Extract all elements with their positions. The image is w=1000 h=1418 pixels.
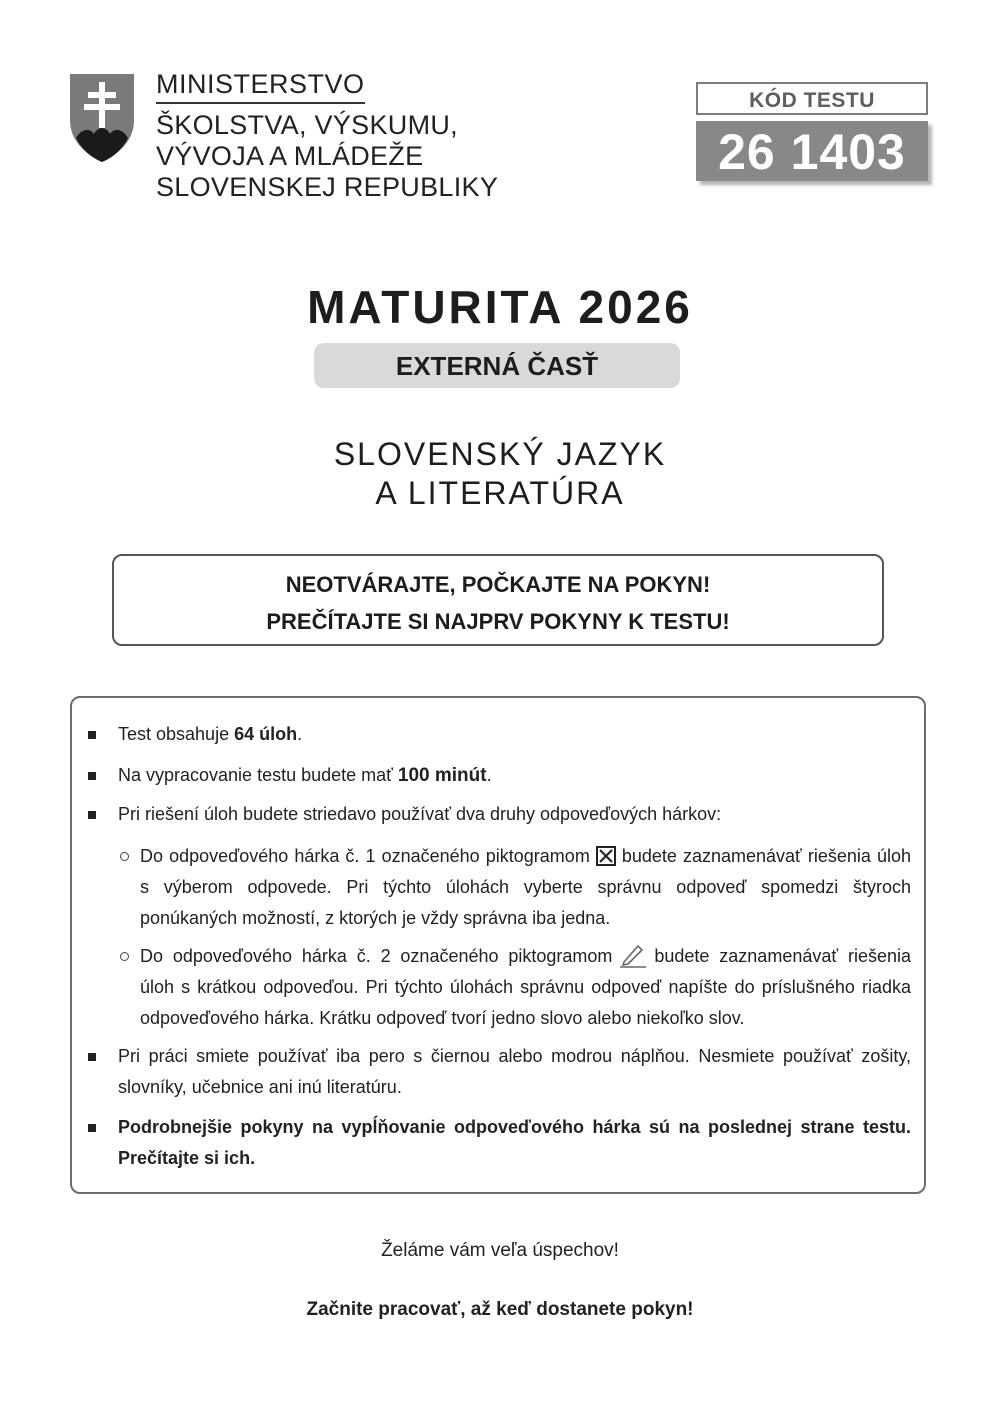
cross-box-icon	[596, 846, 616, 866]
good-luck-text: Želáme vám veľa úspechov!	[381, 1240, 619, 1261]
subject-title	[0, 435, 1000, 513]
square-bullet-icon	[88, 772, 96, 780]
coat-of-arms-icon	[68, 72, 136, 164]
test-code-value: 26 1403	[696, 121, 928, 181]
instruction-subitem: Do odpoveďového hárka č. 1 označeného piktogramom budete zaznamenávať riešenia úloh s výberom odpovede. Pri týchto úlohách vyberte správnu odpoveď spomedzi štyroch ponúkaných možností, z ktorých je vždy správna iba jedna.	[140, 841, 911, 934]
ministry-line-2: ŠKOLSTVA, VÝSKUMU,	[156, 110, 458, 140]
instructions-box	[70, 696, 926, 1194]
subject-line-1: SLOVENSKÝ JAZYK	[333, 436, 667, 472]
square-bullet-icon	[88, 1053, 96, 1061]
exam-title: MATURITA 2026	[307, 281, 693, 333]
instruction-item: Podrobnejšie pokyny na vypĺňovanie odpoveďového hárka sú na poslednej strane testu. Prečítajte si ich.	[118, 1112, 911, 1174]
instruction-item: Pri riešení úloh budete striedavo používať dva druhy odpoveďových hárkov:	[118, 799, 911, 830]
warning-line-2: PREČÍTAJTE SI NAJPRV POKYNY K TESTU!	[266, 609, 730, 634]
ministry-line-3: VÝVOJA A MLÁDEŽE	[156, 141, 424, 171]
instruction-item: Na vypracovanie testu budete mať 100 minút.	[118, 760, 911, 791]
square-bullet-icon	[88, 1124, 96, 1132]
subject-line-2: A LITERATÚRA	[375, 475, 625, 511]
start-instruction-text: Začnite pracovať, až keď dostanete pokyn!	[306, 1299, 694, 1320]
instruction-item: Test obsahuje 64 úloh.	[118, 719, 911, 750]
square-bullet-icon	[88, 731, 96, 739]
header	[68, 68, 938, 218]
circle-bullet-icon	[120, 952, 129, 961]
circle-bullet-icon	[120, 852, 129, 861]
pen-icon	[618, 942, 648, 968]
ministry-name	[156, 68, 498, 203]
warning-box	[112, 554, 884, 646]
exam-part-badge: EXTERNÁ ČASŤ	[314, 343, 680, 388]
instruction-subitem: Do odpoveďového hárka č. 2 označeného piktogramom budete zaznamenávať riešenia úloh s krátkou odpoveďou. Pri týchto úlohách správnu odpoveď napíšte do príslušného riadka odpoveďového hárka. Krátku odpoveď tvorí jedno slovo alebo niekoľko slov.	[140, 941, 911, 1034]
instruction-item: Pri práci smiete používať iba pero s čiernou alebo modrou náplňou. Nesmiete používať zošity, slovníky, učebnice ani inú literatúru.	[118, 1041, 911, 1103]
test-code-box	[696, 82, 928, 181]
square-bullet-icon	[88, 811, 96, 819]
test-code-label: KÓD TESTU	[696, 82, 928, 115]
warning-line-1: NEOTVÁRAJTE, POČKAJTE NA POKYN!	[285, 572, 711, 597]
ministry-line-1: MINISTERSTVO	[156, 68, 365, 104]
ministry-line-4: SLOVENSKEJ REPUBLIKY	[156, 172, 499, 202]
